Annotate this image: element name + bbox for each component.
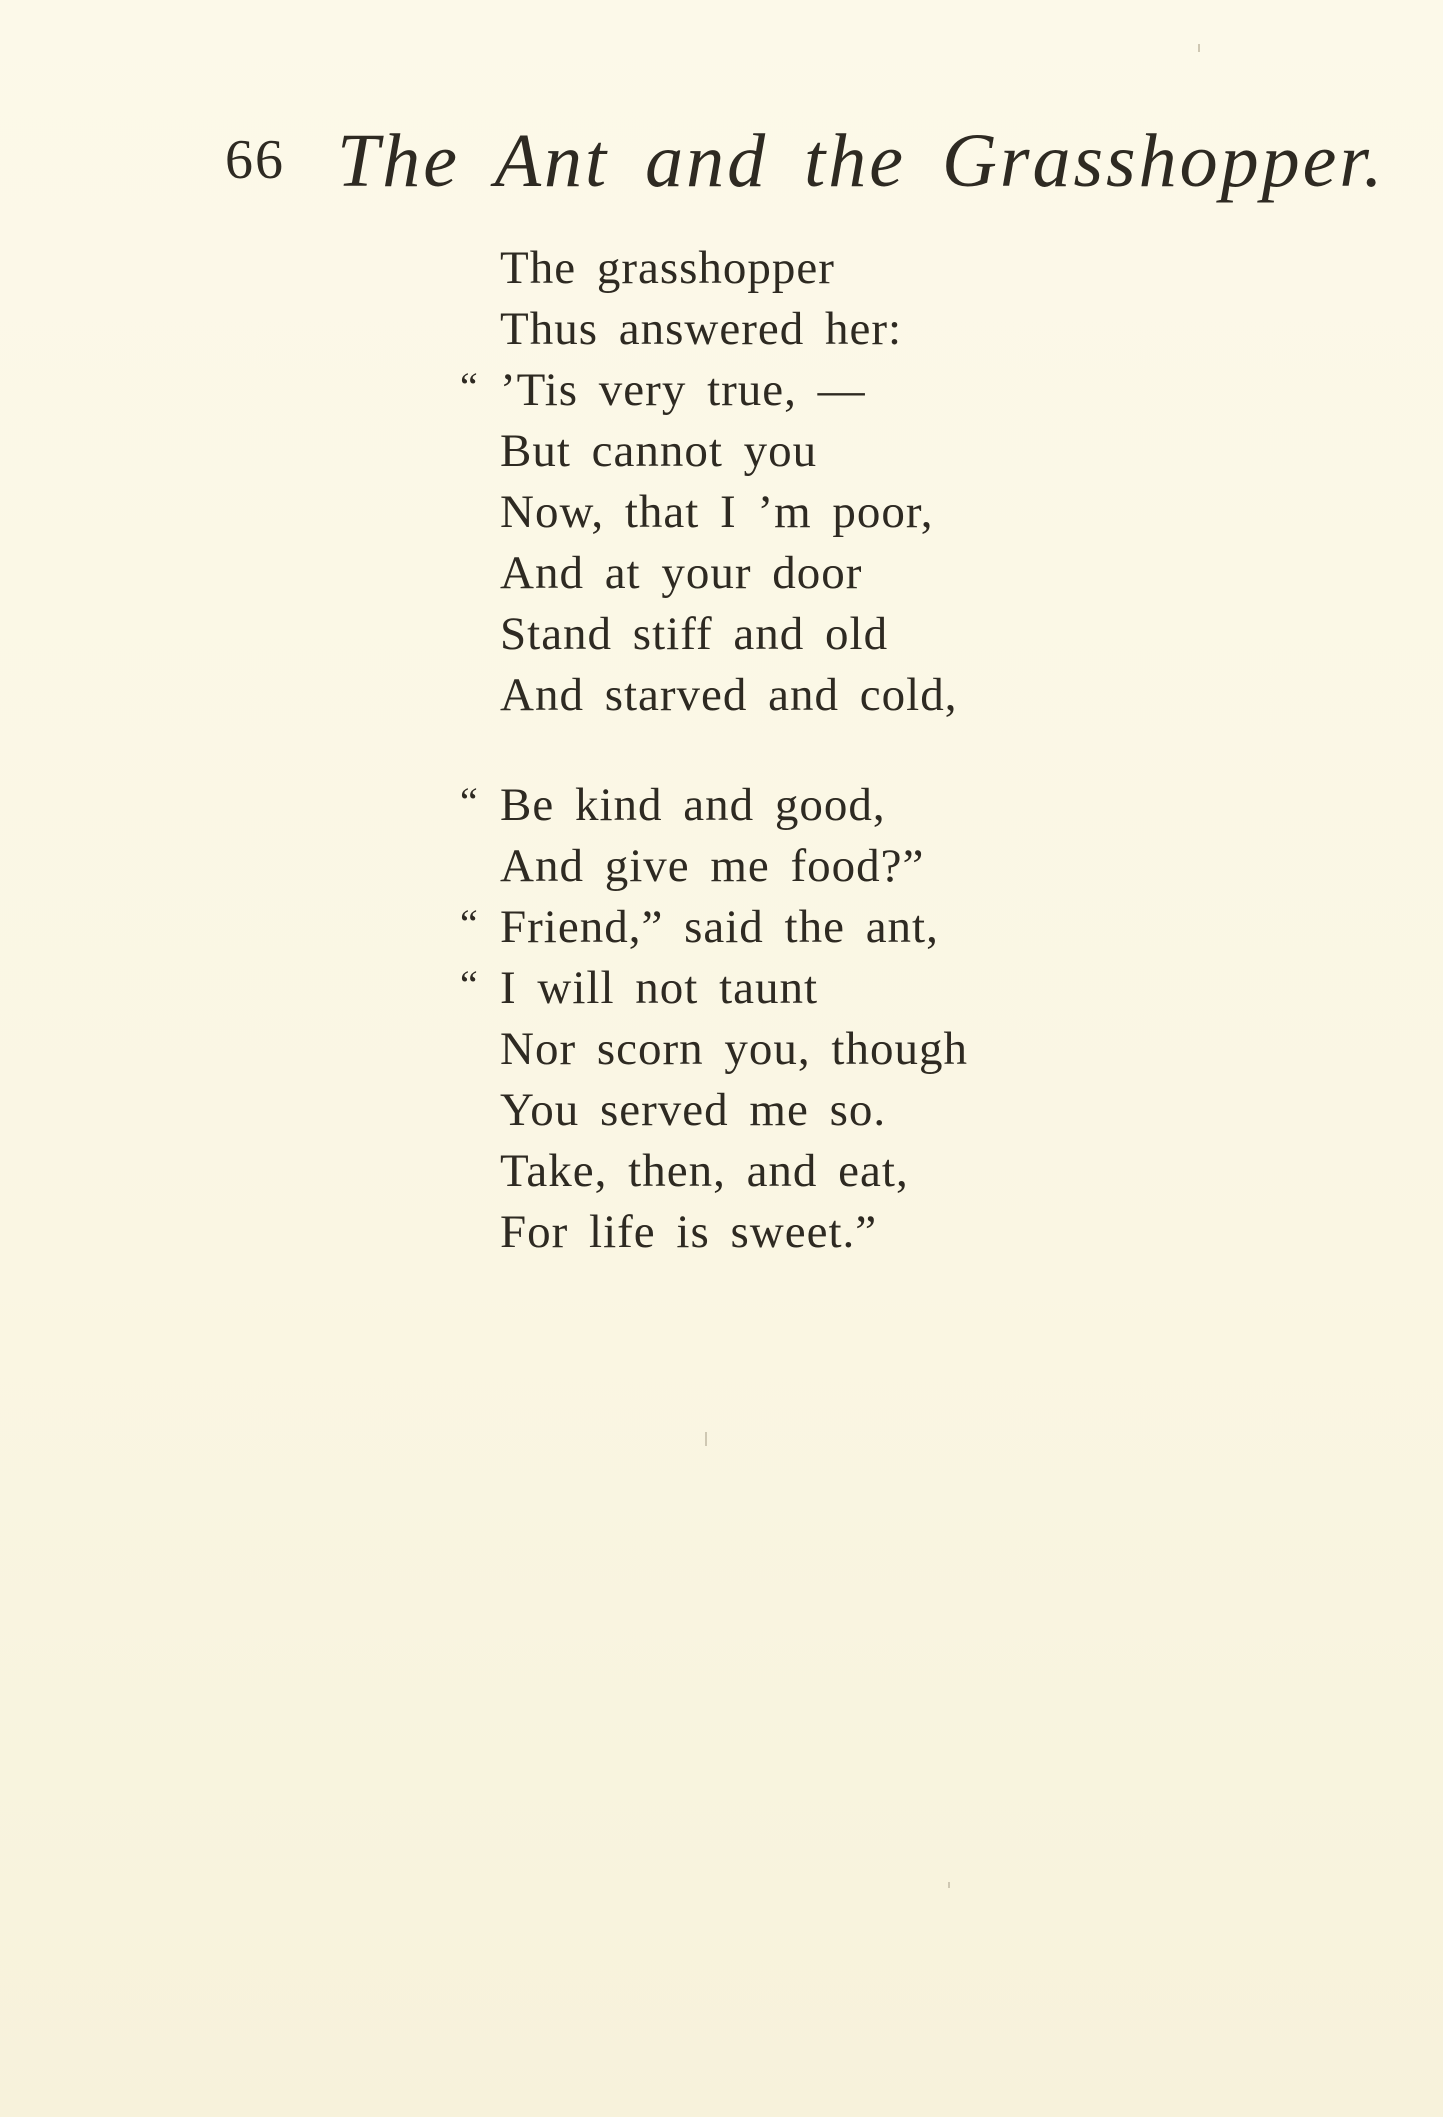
paper-speck bbox=[948, 1882, 950, 1888]
opening-quote-mark: “ bbox=[460, 364, 479, 409]
verse-line bbox=[460, 836, 1160, 897]
paper-speck bbox=[705, 1432, 707, 1446]
opening-quote-mark: “ bbox=[460, 779, 479, 824]
verse-text: And give me food?” bbox=[500, 840, 925, 892]
verse-line bbox=[460, 543, 1160, 604]
stanza-1 bbox=[460, 238, 1160, 726]
verse-text: Now, that I ’m poor, bbox=[500, 486, 934, 538]
verse-line bbox=[460, 238, 1160, 299]
verse-line bbox=[460, 482, 1160, 543]
verse-line bbox=[460, 1080, 1160, 1141]
verse-text: Take, then, and eat, bbox=[500, 1145, 909, 1197]
verse-line bbox=[460, 299, 1160, 360]
verse-line bbox=[460, 897, 1160, 958]
verse-line bbox=[460, 360, 1160, 421]
verse-text: But cannot you bbox=[500, 425, 818, 477]
verse-text: And at your door bbox=[500, 547, 863, 599]
page-number: 66 bbox=[225, 129, 285, 191]
verse-line bbox=[460, 1141, 1160, 1202]
opening-quote-mark: “ bbox=[460, 962, 479, 1007]
running-title: The Ant and the Grasshopper. bbox=[337, 119, 1386, 203]
verse-line bbox=[460, 775, 1160, 836]
verse-text: Stand stiff and old bbox=[500, 608, 889, 660]
verse-text: Be kind and good, bbox=[500, 779, 886, 831]
verse-line bbox=[460, 1019, 1160, 1080]
verse-text: And starved and cold, bbox=[500, 669, 958, 721]
verse-text: Nor scorn you, though bbox=[500, 1023, 968, 1075]
verse-line bbox=[460, 1202, 1160, 1263]
paper-speck bbox=[1198, 44, 1200, 52]
verse-text: I will not taunt bbox=[500, 962, 819, 1014]
verse-line bbox=[460, 604, 1160, 665]
verse-text: You served me so. bbox=[500, 1084, 887, 1136]
verse-line bbox=[460, 958, 1160, 1019]
verse-text: Thus answered her: bbox=[500, 303, 903, 355]
verse-text: ’Tis very true, — bbox=[500, 364, 866, 416]
verse-text: The grasshopper bbox=[500, 242, 835, 294]
verse-line bbox=[460, 421, 1160, 482]
stanza-2 bbox=[460, 775, 1160, 1263]
verse-text: For life is sweet.” bbox=[500, 1206, 878, 1258]
opening-quote-mark: “ bbox=[460, 901, 479, 946]
verse-text: Friend,” said the ant, bbox=[500, 901, 939, 953]
verse-line bbox=[460, 665, 1160, 726]
page-header bbox=[225, 118, 1386, 208]
